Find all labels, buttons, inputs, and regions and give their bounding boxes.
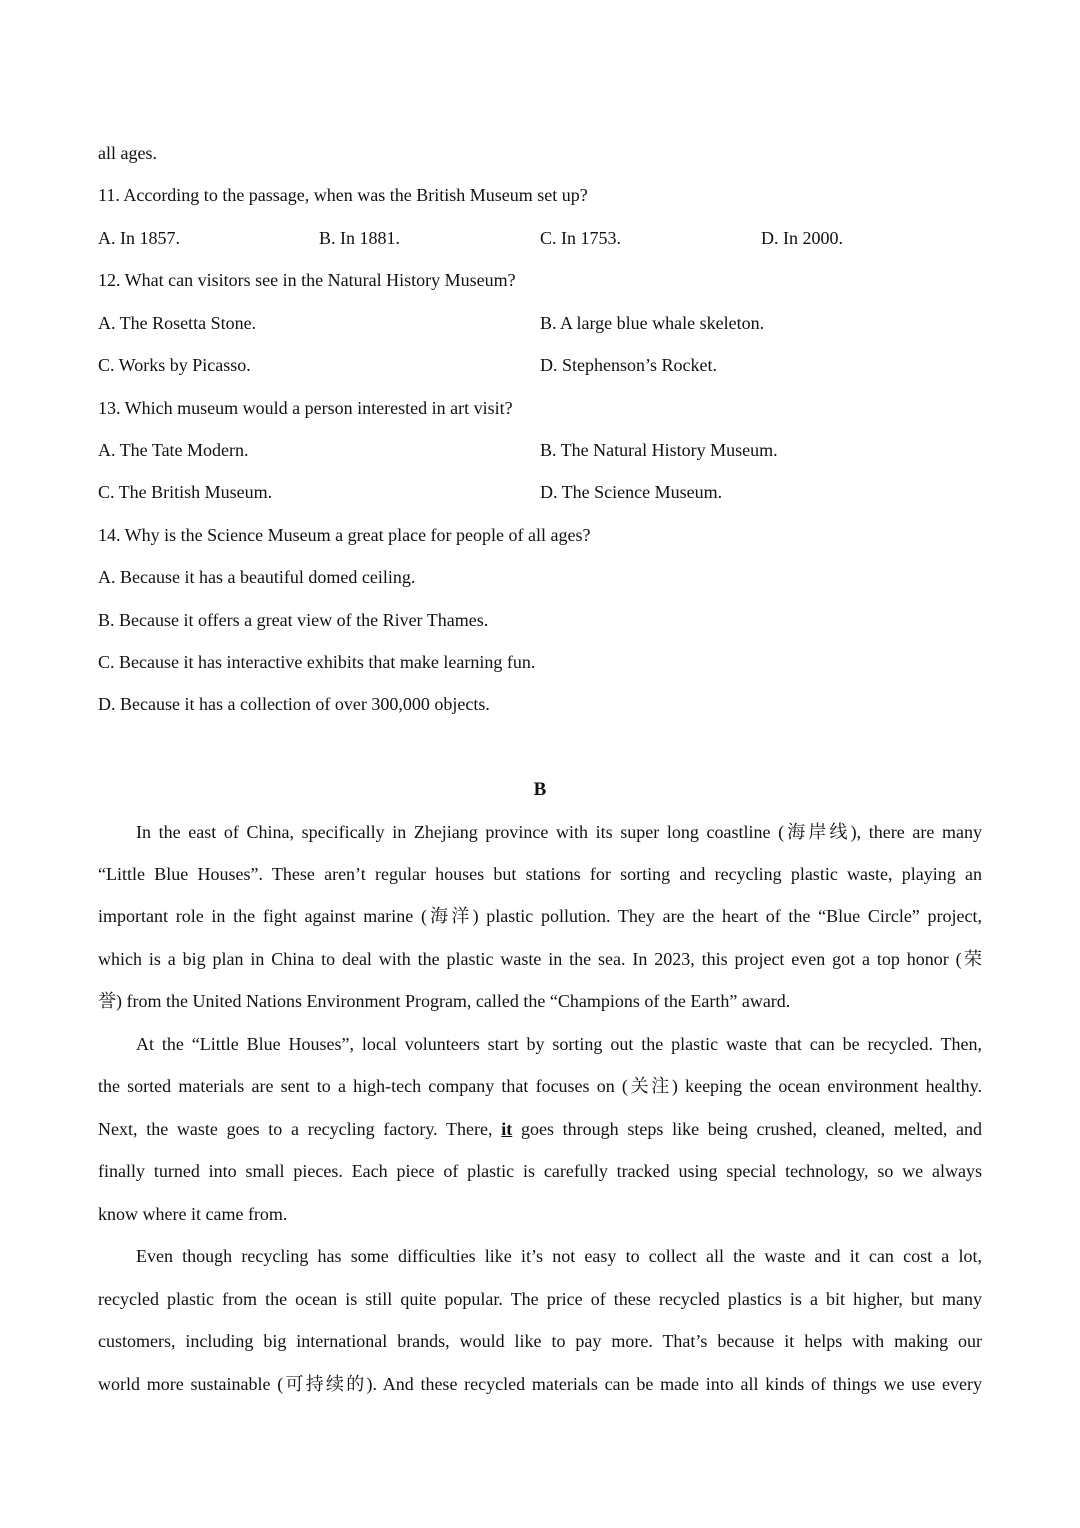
paragraph-2-line: finally turned into small pieces. Each piece of plastic is carefully tracked using special technology, so we always [98,1161,982,1181]
question-13-option-c: C. The British Museum. [98,482,273,502]
question-14-option-d: D. Because it has a collection of over 300,000 objects. [98,694,490,714]
question-11-option-c: C. In 1753. [540,228,621,248]
question-12-stem: 12. What can visitors see in the Natural History Museum? [98,270,516,290]
paragraph-1-line: In the east of China, specifically in Zhejiang province with its super long coastline (海岸线), there are many [136,822,982,842]
paragraph-3-line: recycled plastic from the ocean is still quite popular. The price of these recycled plastics is a bit higher, but many [98,1289,982,1309]
question-14-option-c: C. Because it has interactive exhibits that make learning fun. [98,652,536,672]
highlighted-word: it [501,1119,513,1139]
paragraph-1-line: 誉) from the United Nations Environment Program, called the “Champions of the Earth” award. [98,991,791,1011]
question-13-option-a: A. The Tate Modern. [98,440,249,460]
paragraph-1-line: important role in the fight against marine (海洋) plastic pollution. They are the heart of the “Blue Circle” project, [98,906,982,926]
paragraph-2-line: At the “Little Blue Houses”, local volunteers start by sorting out the plastic waste that can be recycled. Then, [136,1034,982,1054]
question-13-stem: 13. Which museum would a person interested in art visit? [98,398,513,418]
paragraph-2-line-with-highlight [98,1118,982,1140]
question-13-option-b: B. The Natural History Museum. [540,440,778,460]
question-11-option-b: B. In 1881. [319,228,400,248]
paragraph-2-line: know where it came from. [98,1204,288,1224]
paragraph-1-line: which is a big plan in China to deal with the plastic waste in the sea. In 2023, this project even got a top honor (荣 [98,949,982,969]
paragraph-2-text-before: Next, the waste goes to a recycling factory. There, [98,1119,493,1139]
paragraph-1-line: “Little Blue Houses”. These aren’t regular houses but stations for sorting and recycling plastic waste, playing an [98,864,982,884]
paragraph-2-text-after: goes through steps like being crushed, cleaned, melted, and [520,1119,983,1139]
paragraph-3-line: world more sustainable (可持续的). And these recycled materials can be made into all kinds of things we use every [98,1374,982,1394]
question-11-stem: 11. According to the passage, when was the British Museum set up? [98,185,588,205]
question-12-option-b: B. A large blue whale skeleton. [540,313,765,333]
section-b-title: B [533,779,547,800]
question-12-option-a: A. The Rosetta Stone. [98,313,257,333]
paragraph-3-line: Even though recycling has some difficulties like it’s not easy to collect all the waste and it can cost a lot, [136,1246,982,1266]
question-14-option-a: A. Because it has a beautiful domed ceiling. [98,567,416,587]
question-14-stem: 14. Why is the Science Museum a great place for people of all ages? [98,525,591,545]
question-11-option-d: D. In 2000. [761,228,843,248]
paragraph-2-line: the sorted materials are sent to a high-tech company that focuses on (关注) keeping the ocean environment healthy. [98,1076,982,1096]
question-11-option-a: A. In 1857. [98,228,180,248]
paragraph-3-line: customers, including big international brands, would like to pay more. That’s because it helps with making our [98,1331,982,1351]
question-14-option-b: B. Because it offers a great view of the River Thames. [98,610,489,630]
question-12-option-c: C. Works by Picasso. [98,355,251,375]
question-13-option-d: D. The Science Museum. [540,482,723,502]
question-12-option-d: D. Stephenson’s Rocket. [540,355,717,375]
intro-tail-text: all ages. [98,143,157,163]
